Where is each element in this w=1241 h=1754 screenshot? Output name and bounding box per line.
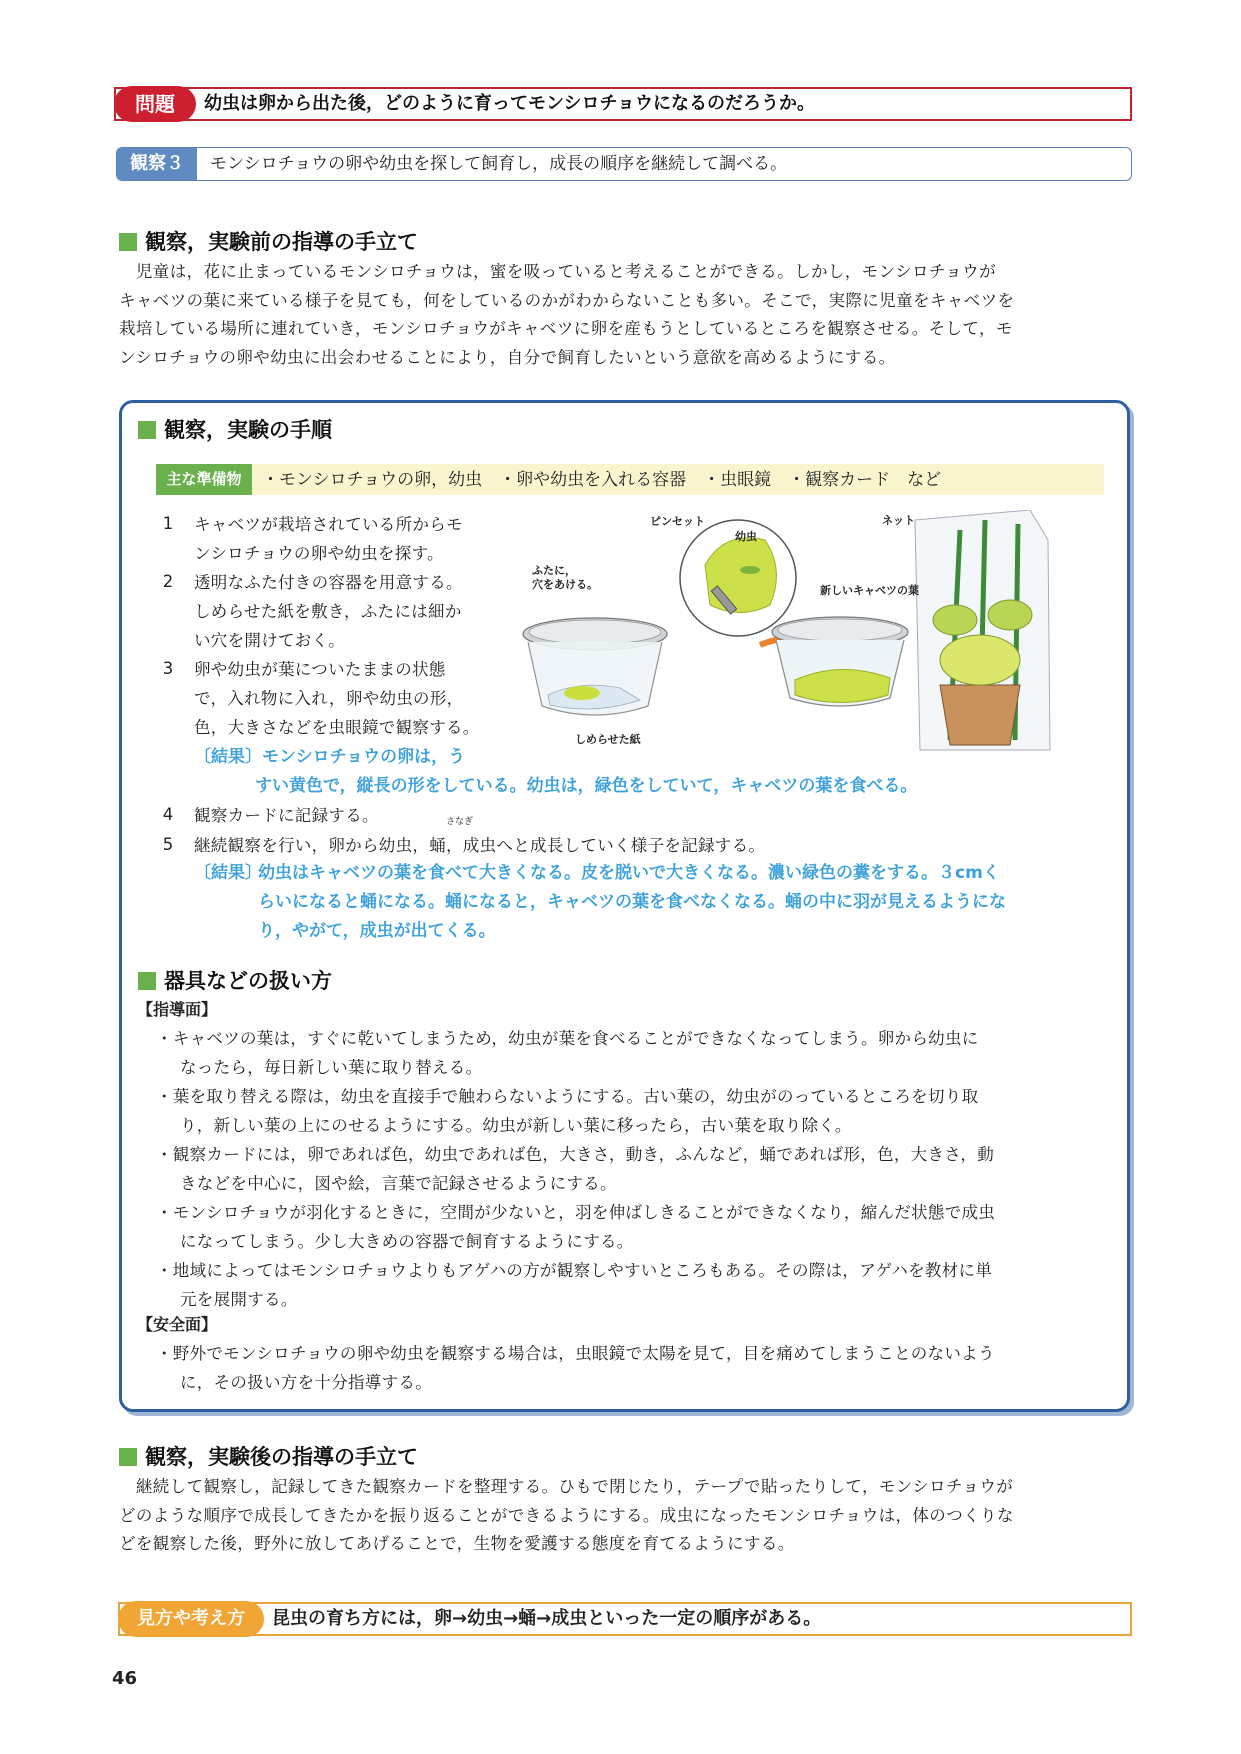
- bullet-line: ・地域によってはモンシロチョウよりもアゲハの方が観察しやすいところもある。その際は，アゲハを教材に単: [156, 1261, 993, 1280]
- step-number: 4: [162, 805, 174, 824]
- step-number: 5: [162, 835, 174, 854]
- observation-text: モンシロチョウの卵や幼虫を探して飼育し，成長の順序を継続して調べる。: [210, 154, 788, 174]
- figure-label: しめらせた紙: [575, 733, 641, 746]
- step-5: 継続観察を行い，卵から幼虫，蛹，成虫へと成長していく様子を記録する。: [194, 836, 766, 855]
- prep-text: ・モンシロチョウの卵，幼虫 ・卵や幼虫を入れる容器 ・虫眼鏡 ・観察カード など: [262, 470, 942, 490]
- container-left: [523, 618, 667, 715]
- bullet-line: り，新しい葉の上にのせるようにする。幼虫が新しい葉に移ったら，古い葉を取り除く。: [180, 1116, 852, 1135]
- list-item: [156, 1256, 1106, 1314]
- step-line: しめらせた紙を敷き，ふたには細か: [194, 602, 462, 621]
- view-text: 昆虫の育ち方には，卵→幼虫→蛹→成虫といった一定の順序がある。: [272, 1608, 822, 1629]
- bullet-line: ・キャベツの葉は，すぐに乾いてしまうため，幼虫が葉を食べることができなくなってしまう。卵から幼虫に: [156, 1029, 979, 1048]
- heading-marker: [119, 233, 137, 251]
- figure-label: 新しいキャベツの葉: [820, 584, 919, 597]
- list-item: [156, 1198, 1106, 1256]
- rearing-figure: [510, 510, 1070, 755]
- step-number: 3: [162, 659, 174, 678]
- step-4: 観察カードに記録する。: [194, 806, 379, 825]
- list-item: [156, 1082, 1106, 1140]
- paragraph-line: キャベツの葉に来ている様子を見ても，何をしているのかがわからないことも多い。そこで，実際に児童をキャベツを: [119, 290, 1015, 310]
- problem-text: 幼虫は卵から出た後，どのように育ってモンシロチョウになるのだろうか。: [204, 93, 816, 114]
- view-badge: 見方や考え方: [118, 1601, 264, 1637]
- step-line: 卵や幼虫が葉についたままの状態: [194, 660, 446, 679]
- bullet-line: になってしまう。少し大きめの容器で飼育するようにする。: [180, 1232, 634, 1251]
- step-line: ンシロチョウの卵や幼虫を探す。: [194, 544, 444, 563]
- paragraph-line: どを観察した後，野外に放してあげることで，生物を愛護する態度を育てるようにする。: [119, 1534, 795, 1553]
- step-line: 色，大きさなどを虫眼鏡で観察する。: [194, 718, 480, 737]
- paragraph-line: 児童は，花に止まっているモンシロチョウは，蜜を吸っていると考えることができる。しかし，モンシロチョウが: [119, 262, 996, 281]
- bullet-line: ・葉を取り替える際は，幼虫を直接手で触わらないようにする。古い葉の，幼虫がのっているところを切り取: [156, 1087, 979, 1106]
- step-line: い穴を開けておく。: [194, 631, 345, 650]
- step-line: キャベツが栽培されている所からモ: [194, 515, 463, 534]
- paragraph-line: ンシロチョウの卵や幼虫に出会わせることにより，自分で飼育したいという意欲を高めるようにする。: [119, 347, 896, 367]
- heading-marker: [119, 1448, 137, 1466]
- before-paragraph: [119, 258, 1131, 372]
- prep-label: 主な準備物: [156, 464, 252, 495]
- observation-badge: 観察３: [117, 148, 197, 180]
- bullet-line: に，その扱い方を十分指導する。: [180, 1373, 432, 1392]
- paragraph-line: 継続して観察し，記録してきた観察カードを整理する。ひもで閉じたり，テープで貼ったりして，モンシロチョウが: [119, 1477, 1014, 1496]
- list-item: [156, 1140, 1106, 1198]
- result-1-line-2: すい黄色で，縦長の形をしている。幼虫は，緑色をしていて，キャベツの葉を食べる。: [255, 776, 918, 796]
- heading-marker: [138, 421, 156, 439]
- guidance-label: 【指導面】: [137, 1000, 218, 1019]
- after-heading: 観察，実験後の指導の手立て: [145, 1445, 418, 1469]
- paragraph-line: どのような順序で成長してきたかを振り返ることができるようにする。成虫になったモンシロチョウは，体のつくりな: [119, 1505, 1014, 1525]
- figure-label: ネット: [882, 514, 915, 527]
- result-line: らいになると蛹になる。蛹になると，キャベツの葉を食べなくなる。蛹の中に羽が見えるようにな: [258, 892, 1006, 912]
- safety-label: 【安全面】: [137, 1315, 218, 1334]
- list-item: [156, 1339, 1106, 1397]
- result-2-label: 〔結果〕: [194, 863, 262, 883]
- step-number: 2: [162, 572, 174, 591]
- container-right: [772, 617, 908, 706]
- step-1: [194, 510, 463, 568]
- ruby-sanagi: さなぎ: [446, 817, 474, 827]
- result-1-line-1: 〔結果〕モンシロチョウの卵は，う: [194, 747, 466, 767]
- step-line: で，入れ物に入れ，卵や幼虫の形，: [194, 689, 464, 708]
- step-line: 透明なふた付きの容器を用意する。: [194, 573, 463, 592]
- before-heading: 観察，実験前の指導の手立て: [145, 230, 418, 254]
- step-2: [194, 568, 463, 655]
- heading-marker: [138, 972, 156, 990]
- figure-label: 穴をあける。: [532, 578, 598, 591]
- figure-label: 幼虫: [735, 530, 757, 543]
- paragraph-line: 栽培している場所に連れていき，モンシロチョウがキャベツに卵を産もうとしているところを観察させる。そして，モ: [119, 319, 1013, 338]
- bullet-line: きなどを中心に，図や絵，言葉で記録させるようにする。: [180, 1174, 617, 1193]
- figure-label: ピンセット: [650, 515, 705, 528]
- problem-badge: 問題: [114, 86, 196, 122]
- list-item: [156, 1024, 1106, 1082]
- bullet-line: ・モンシロチョウが羽化するときに，空間が少ないと，羽を伸ばしきることができなくなり，縮んだ状態で成虫: [156, 1203, 996, 1222]
- figure-label: ふたに，: [532, 564, 576, 577]
- result-line: 幼虫はキャベツの葉を食べて大きくなる。皮を脱いで大きくなる。濃い緑色の糞をする。３cmく: [258, 863, 1000, 883]
- bullet-line: 元を展開する。: [180, 1290, 298, 1309]
- safety-list: [156, 1339, 1106, 1397]
- guidance-list: [156, 1024, 1106, 1314]
- handling-heading: 器具などの扱い方: [164, 969, 332, 993]
- step-3: [194, 655, 480, 742]
- bullet-line: ・野外でモンシロチョウの卵や幼虫を観察する場合は，虫眼鏡で太陽を見て，目を痛めてしまうことのないよう: [156, 1344, 995, 1363]
- bullet-line: なったら，毎日新しい葉に取り替える。: [180, 1058, 483, 1077]
- after-paragraph: [119, 1473, 1131, 1559]
- result-2: [258, 859, 1006, 946]
- bullet-line: ・観察カードには，卵であれば色，幼虫であれば色，大きさ，動き，ふんなど，蛹であれば形，色，大きさ，動: [156, 1145, 995, 1164]
- result-line: り，やがて，成虫が出てくる。: [258, 921, 496, 941]
- step-number: 1: [162, 514, 174, 533]
- procedure-heading: 観察，実験の手順: [164, 418, 332, 442]
- net-plant: [915, 510, 1050, 750]
- page-number: 46: [112, 1668, 138, 1689]
